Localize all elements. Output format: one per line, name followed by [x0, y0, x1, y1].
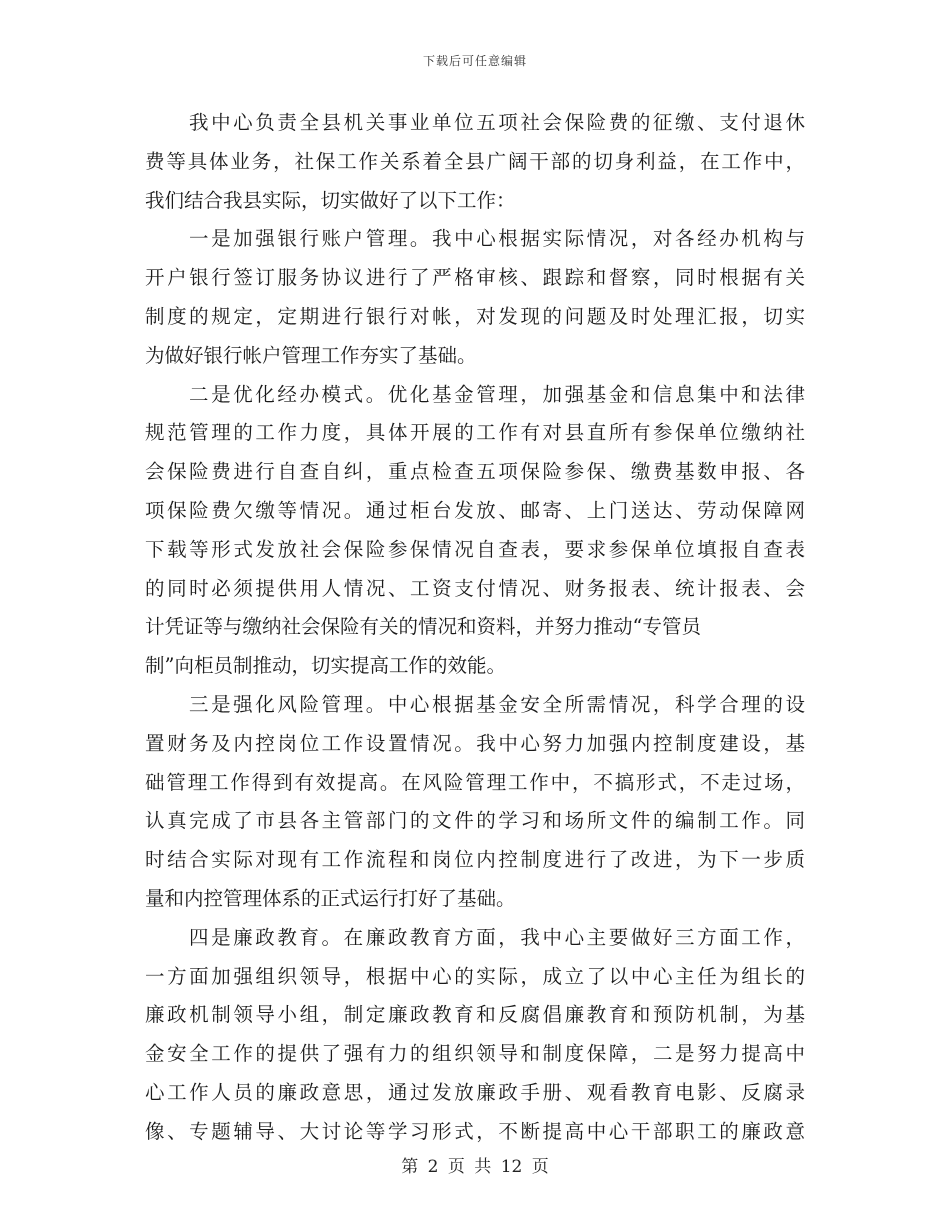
paragraph-3-line-3: 会保险费进行自查自纠，重点检查五项保险参保、缴费基数申报、各 — [145, 460, 805, 484]
paragraph-2-line-1: 一是加强银行账户管理。我中心根据实际情况，对各经办机构与 — [189, 227, 805, 251]
document-body — [145, 104, 805, 1152]
paragraph-2-line-3: 制度的规定，定期进行银行对帐，对发现的问题及时处理汇报，切实 — [145, 304, 805, 328]
paragraph-1-line-3: 我们结合我县实际，切实做好了以下工作： — [145, 188, 516, 212]
paragraph-5-line-4: 金安全工作的提供了强有力的组织领导和制度保障，二是努力提高中 — [145, 1042, 805, 1066]
page-header: 下载后可任意编辑 — [422, 54, 527, 68]
paragraph-4-line-4: 认真完成了市县各主管部门的文件的学习和场所文件的编制工作。同 — [145, 809, 805, 833]
paragraph-4-line-6: 量和内控管理体系的正式运行打好了基础。 — [145, 886, 516, 910]
paragraph-4-line-2: 置财务及内控岗位工作设置情况。我中心努力加强内控制度建设，基 — [145, 731, 805, 755]
paragraph-4-line-3: 础管理工作得到有效提高。在风险管理工作中，不搞形式，不走过场， — [145, 770, 805, 794]
paragraph-5-line-5: 心工作人员的廉政意思，通过发放廉政手册、观看教育电影、反腐录 — [145, 1080, 805, 1104]
paragraph-1-line-2: 费等具体业务，社保工作关系着全县广阔干部的切身利益，在工作中， — [145, 149, 805, 173]
paragraph-3-line-6: 的同时必须提供用人情况、工资支付情况、财务报表、统计报表、会 — [145, 576, 805, 600]
paragraph-5-line-3: 廉政机制领导小组，制定廉政教育和反腐倡廉教育和预防机制，为基 — [145, 1003, 805, 1027]
paragraph-3-line-8: 制”向柜员制推动，切实提高工作的效能。 — [145, 654, 506, 678]
paragraph-3-line-4: 项保险费欠缴等情况。通过柜台发放、邮寄、上门送达、劳动保障网 — [145, 498, 805, 522]
paragraph-5-line-2: 一方面加强组织领导，根据中心的实际，成立了以中心主任为组长的 — [145, 964, 805, 988]
paragraph-1-line-1: 我中心负责全县机关事业单位五项社会保险费的征缴、支付退休 — [189, 111, 805, 134]
paragraph-2-line-2: 开户银行签订服务协议进行了严格审核、跟踪和督察，同时根据有关 — [145, 266, 805, 290]
paragraph-3-line-7: 计凭证等与缴纳社会保险有关的情况和资料，并努力推动“专管员 — [145, 615, 701, 639]
paragraph-3-line-5: 下载等形式发放社会保险参保情况自查表，要求参保单位填报自查表 — [145, 537, 805, 561]
paragraph-5-line-6: 像、专题辅导、大讨论等学习形式，不断提高中心干部职工的廉政意 — [145, 1119, 805, 1143]
paragraph-5-line-1: 四是廉政教育。在廉政教育方面，我中心主要做好三方面工作， — [189, 925, 805, 949]
paragraph-3-line-2: 规范管理的工作力度，具体开展的工作有对县直所有参保单位缴纳社 — [145, 421, 805, 445]
paragraph-2-line-4: 为做好银行帐户管理工作夯实了基础。 — [145, 343, 477, 367]
page-number-footer: 第 2 页 共 12 页 — [401, 1157, 549, 1177]
paragraph-4-line-5: 时结合实际对现有工作流程和岗位内控制度进行了改进，为下一步质 — [145, 848, 805, 872]
paragraph-4-line-1: 三是强化风险管理。中心根据基金安全所需情况，科学合理的设 — [189, 692, 805, 716]
paragraph-3-line-1: 二是优化经办模式。优化基金管理，加强基金和信息集中和法律 — [189, 382, 805, 406]
